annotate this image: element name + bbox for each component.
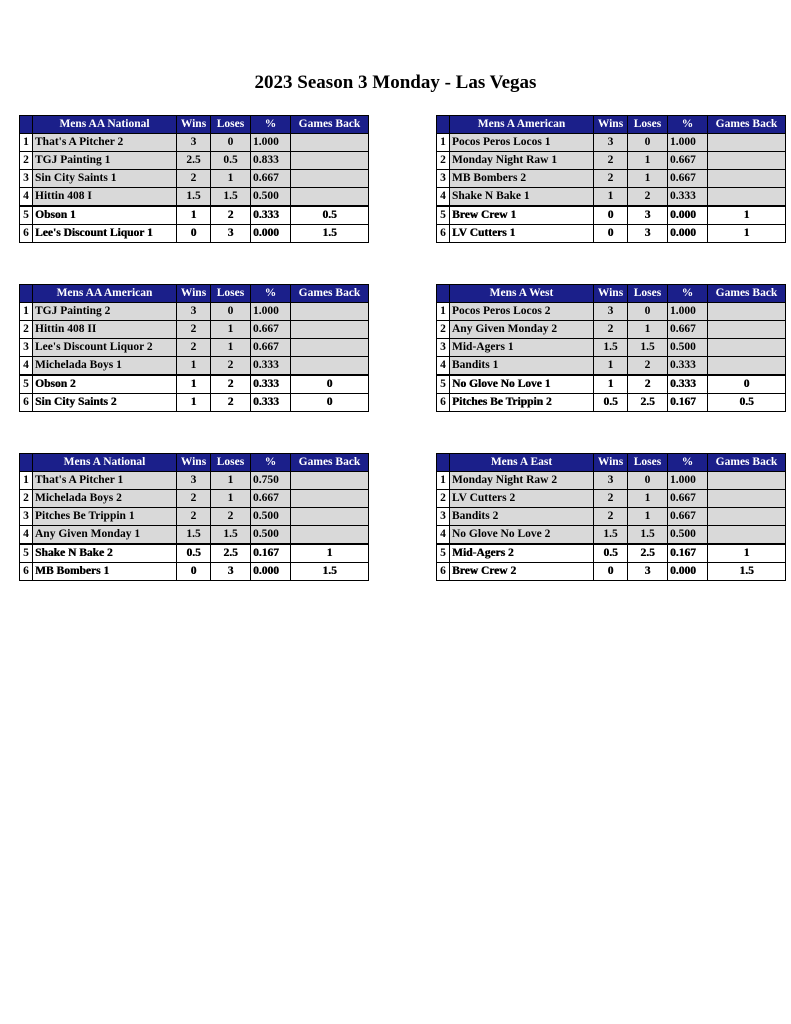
team-name: Shake N Bake 2 xyxy=(33,544,177,563)
rank-cell: 2 xyxy=(437,490,450,508)
table-row xyxy=(20,225,369,243)
wins-cell: 1 xyxy=(177,357,211,376)
pct-cell: 0.333 xyxy=(668,357,708,376)
team-name: No Glove No Love 2 xyxy=(450,526,594,545)
pct-cell: 0.167 xyxy=(668,544,708,563)
table-row xyxy=(20,563,369,581)
loses-cell: 1.5 xyxy=(211,526,251,545)
rank-cell: 1 xyxy=(20,303,33,321)
games-back-cell: 1 xyxy=(708,206,786,225)
pct-cell: 0.667 xyxy=(668,490,708,508)
team-name: Brew Crew 2 xyxy=(450,563,594,581)
wins-cell: 0 xyxy=(177,225,211,243)
standings-table xyxy=(19,115,369,243)
games-back-cell xyxy=(708,472,786,490)
games-back-cell xyxy=(291,490,369,508)
rank-cell: 3 xyxy=(20,339,33,357)
loses-cell: 3 xyxy=(628,563,668,581)
pct-cell: 0.000 xyxy=(668,563,708,581)
table-row xyxy=(20,357,369,376)
loses-cell: 2 xyxy=(628,188,668,207)
pct-cell: 0.333 xyxy=(668,375,708,394)
games-back-cell xyxy=(291,339,369,357)
pct-cell: 0.500 xyxy=(251,188,291,207)
wins-cell: 3 xyxy=(594,472,628,490)
header-games-back: Games Back xyxy=(291,285,369,303)
standings-table xyxy=(436,453,786,581)
loses-cell: 3 xyxy=(211,225,251,243)
rank-cell: 2 xyxy=(20,490,33,508)
team-name: Pocos Peros Locos 2 xyxy=(450,303,594,321)
pct-cell: 0.333 xyxy=(251,375,291,394)
wins-cell: 1 xyxy=(177,394,211,412)
team-name: Pitches Be Trippin 2 xyxy=(450,394,594,412)
pct-cell: 0.000 xyxy=(251,225,291,243)
rank-cell: 5 xyxy=(20,544,33,563)
wins-cell: 0.5 xyxy=(594,394,628,412)
table-row xyxy=(437,563,786,581)
rank-cell: 2 xyxy=(20,321,33,339)
wins-cell: 2 xyxy=(594,152,628,170)
header-wins: Wins xyxy=(594,454,628,472)
header-pct: % xyxy=(251,285,291,303)
pct-cell: 0.167 xyxy=(668,394,708,412)
standings-table xyxy=(19,453,369,581)
team-name: LV Cutters 1 xyxy=(450,225,594,243)
games-back-cell xyxy=(708,321,786,339)
wins-cell: 2 xyxy=(177,339,211,357)
pct-cell: 0.000 xyxy=(668,206,708,225)
games-back-cell xyxy=(708,134,786,152)
pct-cell: 0.833 xyxy=(251,152,291,170)
pct-cell: 0.167 xyxy=(251,544,291,563)
table-row xyxy=(437,152,786,170)
games-back-cell xyxy=(708,508,786,526)
loses-cell: 1 xyxy=(628,321,668,339)
team-name: Monday Night Raw 2 xyxy=(450,472,594,490)
table-row xyxy=(20,188,369,207)
team-name: Obson 1 xyxy=(33,206,177,225)
header-wins: Wins xyxy=(594,285,628,303)
header-loses: Loses xyxy=(628,116,668,134)
table-row xyxy=(437,375,786,394)
games-back-cell xyxy=(708,188,786,207)
loses-cell: 1.5 xyxy=(628,339,668,357)
wins-cell: 1.5 xyxy=(177,188,211,207)
team-name: Lee's Discount Liquor 2 xyxy=(33,339,177,357)
rank-cell: 1 xyxy=(437,303,450,321)
team-name: MB Bombers 2 xyxy=(450,170,594,188)
header-loses: Loses xyxy=(211,116,251,134)
games-back-cell: 1 xyxy=(708,225,786,243)
loses-cell: 1 xyxy=(628,152,668,170)
pct-cell: 1.000 xyxy=(668,472,708,490)
rank-cell: 6 xyxy=(20,225,33,243)
loses-cell: 3 xyxy=(628,206,668,225)
table-row xyxy=(20,152,369,170)
games-back-cell xyxy=(291,472,369,490)
header-rank xyxy=(437,454,450,472)
team-name: MB Bombers 1 xyxy=(33,563,177,581)
rank-cell: 1 xyxy=(20,134,33,152)
loses-cell: 3 xyxy=(211,563,251,581)
header-games-back: Games Back xyxy=(291,454,369,472)
table-row xyxy=(20,508,369,526)
wins-cell: 0.5 xyxy=(177,544,211,563)
team-name: Any Given Monday 2 xyxy=(450,321,594,339)
loses-cell: 1.5 xyxy=(211,188,251,207)
loses-cell: 1 xyxy=(211,321,251,339)
table-row xyxy=(20,375,369,394)
pct-cell: 0.500 xyxy=(668,526,708,545)
table-row xyxy=(437,544,786,563)
wins-cell: 1 xyxy=(594,357,628,376)
table-row xyxy=(437,357,786,376)
header-games-back: Games Back xyxy=(291,116,369,134)
table-row xyxy=(437,225,786,243)
table-row xyxy=(20,472,369,490)
standings-table xyxy=(436,284,786,412)
header-pct: % xyxy=(251,454,291,472)
rank-cell: 1 xyxy=(20,472,33,490)
table-row xyxy=(437,508,786,526)
header-rank xyxy=(20,285,33,303)
games-back-cell: 1 xyxy=(291,544,369,563)
rank-cell: 3 xyxy=(437,170,450,188)
wins-cell: 1 xyxy=(594,188,628,207)
team-name: No Glove No Love 1 xyxy=(450,375,594,394)
division-name: Mens A West xyxy=(450,285,594,303)
header-pct: % xyxy=(251,116,291,134)
loses-cell: 0.5 xyxy=(211,152,251,170)
loses-cell: 0 xyxy=(211,134,251,152)
wins-cell: 1.5 xyxy=(594,339,628,357)
rank-cell: 6 xyxy=(437,563,450,581)
table-row xyxy=(20,490,369,508)
header-pct: % xyxy=(668,454,708,472)
team-name: Brew Crew 1 xyxy=(450,206,594,225)
header-pct: % xyxy=(668,116,708,134)
team-name: Hittin 408 II xyxy=(33,321,177,339)
loses-cell: 2 xyxy=(211,508,251,526)
team-name: That's A Pitcher 2 xyxy=(33,134,177,152)
table-row xyxy=(20,206,369,225)
rank-cell: 1 xyxy=(437,134,450,152)
loses-cell: 2 xyxy=(211,206,251,225)
team-name: Lee's Discount Liquor 1 xyxy=(33,225,177,243)
games-back-cell xyxy=(291,508,369,526)
table-row xyxy=(20,321,369,339)
games-back-cell xyxy=(708,339,786,357)
games-back-cell: 1.5 xyxy=(291,563,369,581)
games-back-cell xyxy=(708,526,786,545)
wins-cell: 1 xyxy=(177,375,211,394)
team-name: Obson 2 xyxy=(33,375,177,394)
rank-cell: 4 xyxy=(20,188,33,207)
table-row xyxy=(20,394,369,412)
rank-cell: 5 xyxy=(20,375,33,394)
pct-cell: 0.000 xyxy=(668,225,708,243)
division-name: Mens A East xyxy=(450,454,594,472)
wins-cell: 2 xyxy=(177,170,211,188)
header-games-back: Games Back xyxy=(708,116,786,134)
wins-cell: 0 xyxy=(594,206,628,225)
pct-cell: 0.000 xyxy=(251,563,291,581)
games-back-cell xyxy=(291,321,369,339)
team-name: Mid-Agers 2 xyxy=(450,544,594,563)
rank-cell: 1 xyxy=(437,472,450,490)
wins-cell: 1.5 xyxy=(177,526,211,545)
pct-cell: 0.667 xyxy=(251,339,291,357)
rank-cell: 5 xyxy=(437,206,450,225)
wins-cell: 2 xyxy=(594,508,628,526)
team-name: Pitches Be Trippin 1 xyxy=(33,508,177,526)
wins-cell: 2.5 xyxy=(177,152,211,170)
header-wins: Wins xyxy=(177,285,211,303)
standings-table xyxy=(19,284,369,412)
team-name: Mid-Agers 1 xyxy=(450,339,594,357)
loses-cell: 1 xyxy=(211,170,251,188)
header-loses: Loses xyxy=(211,285,251,303)
pct-cell: 0.750 xyxy=(251,472,291,490)
team-name: TGJ Painting 1 xyxy=(33,152,177,170)
team-name: Michelada Boys 1 xyxy=(33,357,177,376)
pct-cell: 0.500 xyxy=(668,339,708,357)
games-back-cell xyxy=(291,357,369,376)
games-back-cell xyxy=(291,188,369,207)
pct-cell: 1.000 xyxy=(251,303,291,321)
header-wins: Wins xyxy=(177,116,211,134)
division-name: Mens AA National xyxy=(33,116,177,134)
table-row xyxy=(20,526,369,545)
pct-cell: 1.000 xyxy=(668,303,708,321)
games-back-cell xyxy=(291,303,369,321)
games-back-cell xyxy=(708,490,786,508)
loses-cell: 3 xyxy=(628,225,668,243)
division-name: Mens A American xyxy=(450,116,594,134)
loses-cell: 2 xyxy=(628,375,668,394)
rank-cell: 2 xyxy=(437,152,450,170)
header-rank xyxy=(437,116,450,134)
table-row xyxy=(20,303,369,321)
wins-cell: 3 xyxy=(177,134,211,152)
pct-cell: 0.667 xyxy=(251,170,291,188)
rank-cell: 5 xyxy=(437,544,450,563)
pct-cell: 0.667 xyxy=(668,321,708,339)
team-name: Sin City Saints 2 xyxy=(33,394,177,412)
games-back-cell: 0.5 xyxy=(291,206,369,225)
pct-cell: 0.333 xyxy=(251,394,291,412)
games-back-cell xyxy=(291,152,369,170)
table-row xyxy=(437,526,786,545)
loses-cell: 2.5 xyxy=(628,544,668,563)
games-back-cell xyxy=(708,357,786,376)
pct-cell: 0.667 xyxy=(668,170,708,188)
team-name: That's A Pitcher 1 xyxy=(33,472,177,490)
table-row xyxy=(437,394,786,412)
loses-cell: 0 xyxy=(211,303,251,321)
rank-cell: 6 xyxy=(437,225,450,243)
team-name: Pocos Peros Locos 1 xyxy=(450,134,594,152)
header-games-back: Games Back xyxy=(708,454,786,472)
loses-cell: 2 xyxy=(211,357,251,376)
rank-cell: 2 xyxy=(20,152,33,170)
table-row xyxy=(20,170,369,188)
loses-cell: 1 xyxy=(211,490,251,508)
pct-cell: 0.500 xyxy=(251,526,291,545)
games-back-cell xyxy=(291,170,369,188)
header-wins: Wins xyxy=(177,454,211,472)
loses-cell: 2 xyxy=(211,394,251,412)
header-games-back: Games Back xyxy=(708,285,786,303)
table-row xyxy=(437,188,786,207)
games-back-cell: 1 xyxy=(708,544,786,563)
table-row xyxy=(437,339,786,357)
rank-cell: 3 xyxy=(20,508,33,526)
header-loses: Loses xyxy=(628,454,668,472)
rank-cell: 6 xyxy=(20,394,33,412)
rank-cell: 4 xyxy=(437,188,450,207)
wins-cell: 2 xyxy=(177,321,211,339)
pct-cell: 0.333 xyxy=(668,188,708,207)
wins-cell: 2 xyxy=(594,321,628,339)
header-rank xyxy=(437,285,450,303)
rank-cell: 5 xyxy=(437,375,450,394)
wins-cell: 3 xyxy=(594,303,628,321)
table-row xyxy=(437,472,786,490)
header-pct: % xyxy=(668,285,708,303)
team-name: Monday Night Raw 1 xyxy=(450,152,594,170)
table-row xyxy=(437,321,786,339)
page-title: 2023 Season 3 Monday - Las Vegas xyxy=(254,72,537,93)
rank-cell: 5 xyxy=(20,206,33,225)
table-row xyxy=(20,339,369,357)
table-row xyxy=(437,303,786,321)
loses-cell: 2 xyxy=(628,357,668,376)
loses-cell: 2.5 xyxy=(628,394,668,412)
games-back-cell xyxy=(708,303,786,321)
wins-cell: 3 xyxy=(177,303,211,321)
pct-cell: 0.667 xyxy=(251,321,291,339)
loses-cell: 2.5 xyxy=(211,544,251,563)
header-wins: Wins xyxy=(594,116,628,134)
pct-cell: 1.000 xyxy=(668,134,708,152)
rank-cell: 4 xyxy=(437,526,450,545)
pct-cell: 0.500 xyxy=(251,508,291,526)
games-back-cell xyxy=(291,134,369,152)
loses-cell: 0 xyxy=(628,472,668,490)
team-name: Shake N Bake 1 xyxy=(450,188,594,207)
rank-cell: 3 xyxy=(20,170,33,188)
games-back-cell xyxy=(291,526,369,545)
division-name: Mens AA American xyxy=(33,285,177,303)
wins-cell: 0 xyxy=(594,563,628,581)
rank-cell: 6 xyxy=(20,563,33,581)
pct-cell: 1.000 xyxy=(251,134,291,152)
team-name: Any Given Monday 1 xyxy=(33,526,177,545)
team-name: Michelada Boys 2 xyxy=(33,490,177,508)
pct-cell: 0.333 xyxy=(251,206,291,225)
team-name: Sin City Saints 1 xyxy=(33,170,177,188)
games-back-cell: 0.5 xyxy=(708,394,786,412)
loses-cell: 0 xyxy=(628,134,668,152)
games-back-cell xyxy=(708,170,786,188)
loses-cell: 1 xyxy=(628,170,668,188)
team-name: Bandits 2 xyxy=(450,508,594,526)
wins-cell: 1.5 xyxy=(594,526,628,545)
table-row xyxy=(20,544,369,563)
team-name: Bandits 1 xyxy=(450,357,594,376)
loses-cell: 1 xyxy=(211,472,251,490)
table-row xyxy=(437,134,786,152)
wins-cell: 3 xyxy=(594,134,628,152)
wins-cell: 2 xyxy=(594,170,628,188)
games-back-cell: 1.5 xyxy=(291,225,369,243)
team-name: Hittin 408 I xyxy=(33,188,177,207)
standings-table xyxy=(436,115,786,243)
rank-cell: 4 xyxy=(20,526,33,545)
loses-cell: 2 xyxy=(211,375,251,394)
rank-cell: 4 xyxy=(20,357,33,376)
loses-cell: 1 xyxy=(628,490,668,508)
header-loses: Loses xyxy=(211,454,251,472)
table-row xyxy=(20,134,369,152)
team-name: LV Cutters 2 xyxy=(450,490,594,508)
header-rank xyxy=(20,454,33,472)
rank-cell: 6 xyxy=(437,394,450,412)
pct-cell: 0.333 xyxy=(251,357,291,376)
wins-cell: 0 xyxy=(594,225,628,243)
wins-cell: 1 xyxy=(594,375,628,394)
team-name: TGJ Painting 2 xyxy=(33,303,177,321)
games-back-cell: 0 xyxy=(291,375,369,394)
wins-cell: 2 xyxy=(177,508,211,526)
loses-cell: 1.5 xyxy=(628,526,668,545)
games-back-cell: 0 xyxy=(291,394,369,412)
header-loses: Loses xyxy=(628,285,668,303)
wins-cell: 3 xyxy=(177,472,211,490)
rank-cell: 3 xyxy=(437,339,450,357)
loses-cell: 1 xyxy=(211,339,251,357)
loses-cell: 1 xyxy=(628,508,668,526)
wins-cell: 0.5 xyxy=(594,544,628,563)
wins-cell: 0 xyxy=(177,563,211,581)
pct-cell: 0.667 xyxy=(668,508,708,526)
header-rank xyxy=(20,116,33,134)
games-back-cell: 1.5 xyxy=(708,563,786,581)
loses-cell: 0 xyxy=(628,303,668,321)
wins-cell: 1 xyxy=(177,206,211,225)
wins-cell: 2 xyxy=(594,490,628,508)
rank-cell: 2 xyxy=(437,321,450,339)
wins-cell: 2 xyxy=(177,490,211,508)
games-back-cell xyxy=(708,152,786,170)
table-row xyxy=(437,206,786,225)
pct-cell: 0.667 xyxy=(251,490,291,508)
games-back-cell: 0 xyxy=(708,375,786,394)
pct-cell: 0.667 xyxy=(668,152,708,170)
rank-cell: 4 xyxy=(437,357,450,376)
division-name: Mens A National xyxy=(33,454,177,472)
table-row xyxy=(437,490,786,508)
table-row xyxy=(437,170,786,188)
rank-cell: 3 xyxy=(437,508,450,526)
